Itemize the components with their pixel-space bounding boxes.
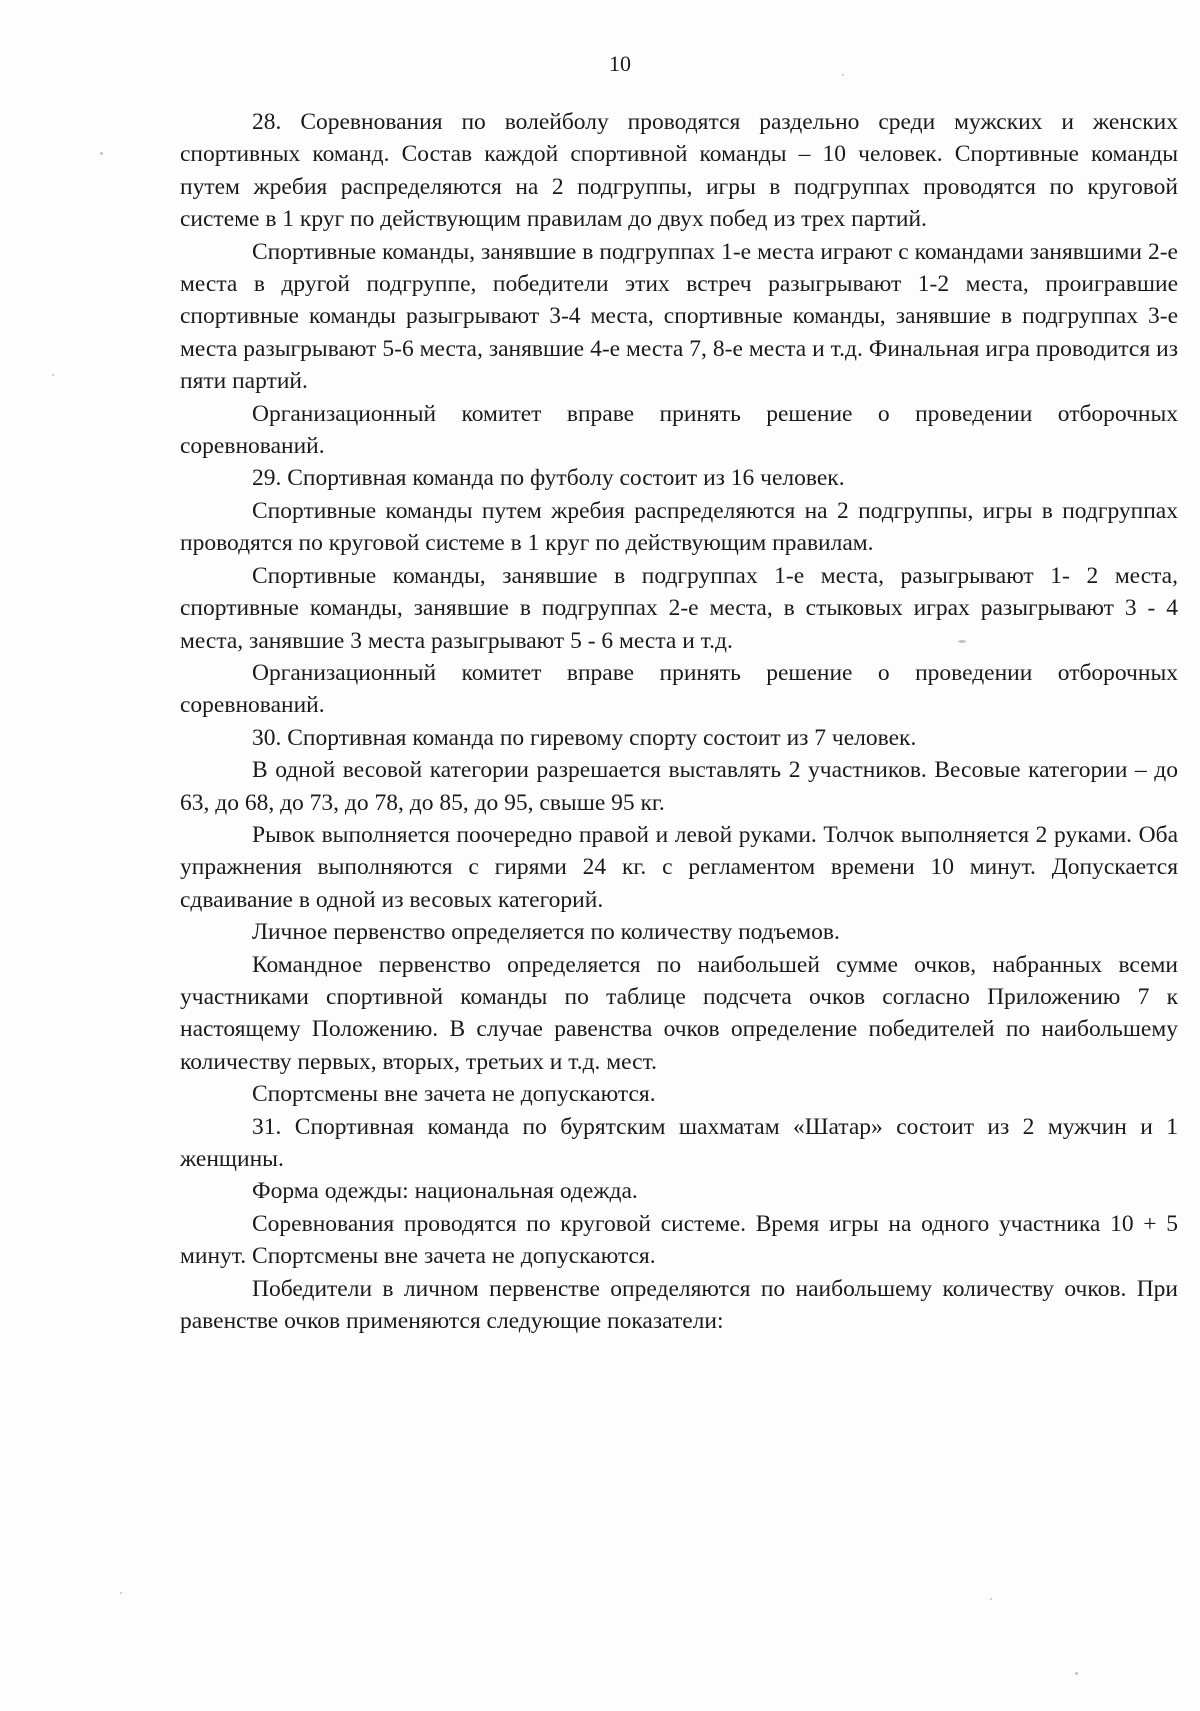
paragraph-chess-dress-code: Форма одежды: национальная одежда. bbox=[252, 1178, 638, 1205]
scan-speck bbox=[842, 74, 844, 76]
paragraph-volleyball-qualifying: Организационный комитет вправе принять решение о проведении отборочных соревнований. bbox=[180, 400, 1178, 460]
paragraph-28-volleyball: 28. Соревнования по волейболу проводятся раздельно среди мужских и женских спортивных команд. Состав каждой спортивной команды – 10 человек. Спортивные команды путем жребия распределяются на 2 подгруппы, игры в подгруппах проводятся по круговой системе в 1 круг по действующим правилам до двух побед из трех партий. bbox=[180, 109, 1178, 233]
scan-speck bbox=[52, 374, 54, 376]
scan-speck bbox=[1075, 1672, 1078, 1675]
scan-speck bbox=[120, 1592, 122, 1594]
scan-speck bbox=[958, 640, 966, 643]
paragraph-30-kettlebell: 30. Спортивная команда по гиревому спорту состоит из 7 человек. bbox=[252, 724, 917, 751]
paragraph-volleyball-placement: Спортивные команды, занявшие в подгруппах 1-е места играют с командами занявшими 2-е места в другой подгруппе, победители этих встреч разыгрывают 1-2 места, проигравшие спортивные команды разыгрывают 3-4 места, спортивные команды, занявшие в подгруппах 3-е места разыгрывают 5-6 места, занявшие 4-е места 7, 8-е места и т.д. Финальная игра проводится из пяти партий. bbox=[180, 238, 1178, 395]
document-body bbox=[180, 106, 1178, 1337]
paragraph-football-placement: Спортивные команды, занявшие в подгруппах 1-е места, разыгрывают 1- 2 места, спортивные команды, занявшие в подгруппах 2-е места, в стыковых играх разыгрывают 3 - 4 места, занявшие 3 места разыгрывают 5 - 6 места и т.д. bbox=[180, 562, 1178, 654]
paragraph-football-groups: Спортивные команды путем жребия распределяются на 2 подгруппы, игры в подгруппах проводятся по круговой системе в 1 круг по действующим правилам. bbox=[180, 497, 1178, 557]
paragraph-kettlebell-out-of-competition: Спортсмены вне зачета не допускаются. bbox=[252, 1081, 656, 1108]
paragraph-31-buryat-chess: 31. Спортивная команда по бурятским шахматам «Шатар» состоит из 2 мужчин и 1 женщины. bbox=[180, 1113, 1178, 1172]
scan-speck bbox=[990, 1598, 992, 1600]
paragraph-29-football: 29. Спортивная команда по футболу состоит из 16 человек. bbox=[252, 465, 845, 492]
paragraph-kettlebell-team: Командное первенство определяется по наибольшей сумме очков, набранных всеми участниками спортивной команды по таблице подсчета очков согласно Приложению 7 к настоящему Положению. В случае равенства очков определение победителей по наибольшему количеству первых, вторых, третьих и т.д. мест. bbox=[180, 951, 1178, 1075]
paragraph-chess-system: Соревнования проводятся по круговой системе. Время игры на одного участника 10 + 5 минут. Спортсмены вне зачета не допускаются. bbox=[180, 1210, 1178, 1270]
paragraph-football-qualifying: Организационный комитет вправе принять решение о проведении отборочных соревнований. bbox=[180, 659, 1178, 719]
paragraph-kettlebell-exercises: Рывок выполняется поочередно правой и левой руками. Толчок выполняется 2 руками. Оба упражнения выполняются с гирями 24 кг. с регламентом времени 10 минут. Допускается сдваивание в одной из весовых категорий. bbox=[180, 821, 1178, 913]
paragraph-kettlebell-weight-categories: В одной весовой категории разрешается выставлять 2 участников. Весовые категории – до 63, до 68, до 73, до 78, до 85, до 95, свыше 95 кг. bbox=[180, 757, 1178, 816]
page-number: 10 bbox=[609, 51, 631, 76]
paragraph-kettlebell-individual: Личное первенство определяется по количеству подъемов. bbox=[252, 919, 840, 946]
paragraph-chess-winners: Победители в личном первенстве определяются по наибольшему количеству очков. При равенстве очков применяются следующие показатели: bbox=[180, 1275, 1178, 1335]
scan-speck bbox=[100, 152, 103, 155]
